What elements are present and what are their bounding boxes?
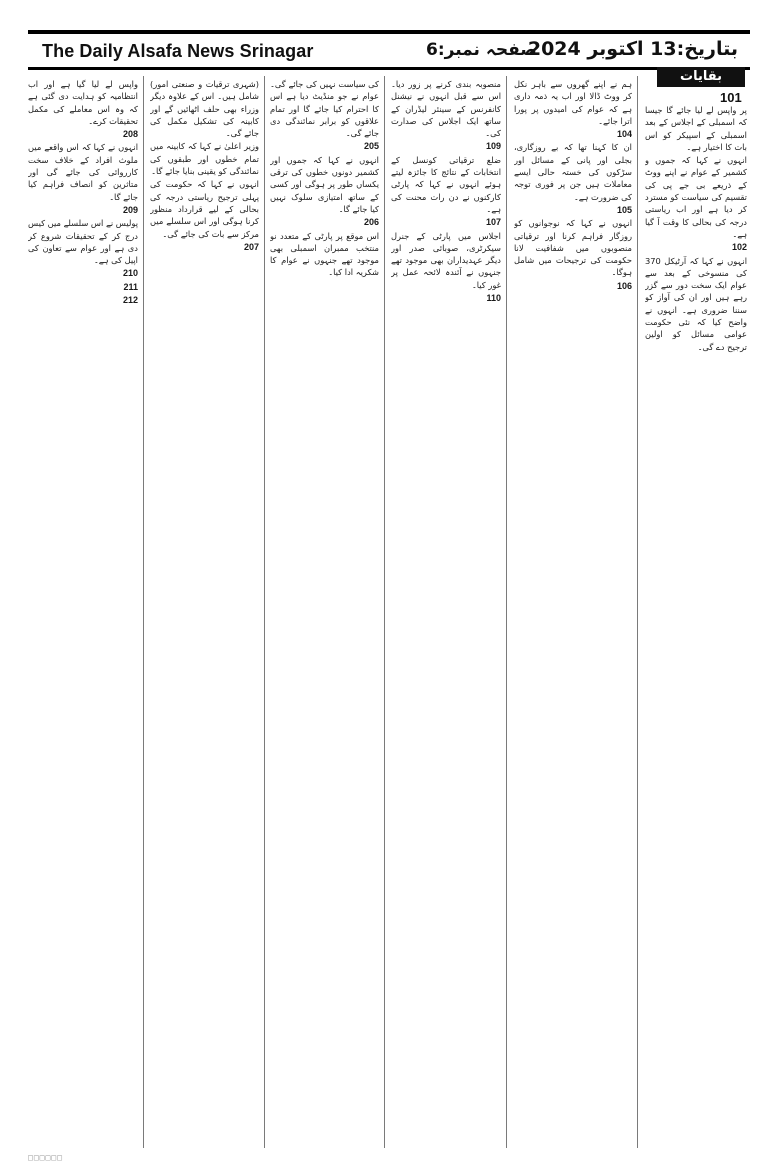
item-code: 109 — [485, 141, 501, 152]
column-paragraph: انہوں نے کہا کہ آرٹیکل 370 کی منسوخی کے بعد سے عوام ایک سخت دور سے گزر رہے ہیں اور ان کی آواز کو سننا ضروری ہے۔ انہوں نے واضح کیا کہ نئی حکومت عوامی مسائل کو اولین ترجیح دے گی۔ — [645, 255, 747, 352]
column-rule — [264, 76, 265, 1148]
column-paragraph: انہوں نے کہا کہ اس واقعے میں ملوث افراد کے خلاف سخت کارروائی کی جائے گی اور متاثرین کو انصاف فراہم کیا جائے گا۔ — [28, 142, 138, 202]
item-code: 207 — [243, 241, 259, 252]
column-paragraph: انہوں نے کہا کہ جموں و کشمیر کے عوام نے اپنے ووٹ کے ذریعے بی جے پی کی تقسیم کی سیاست کو مسترد کر دیا ہے اور اب ریاستی درجہ کی بحالی کا وقت آ گیا ہے۔ — [645, 155, 747, 239]
first-item-code: 101 — [720, 90, 742, 105]
item-code: 210 — [122, 268, 138, 279]
issue-date: بتاریخ:13 اکتوبر 2024 — [527, 38, 738, 60]
column-paragraph: پر واپس لے لیا جائے گا جیسا کہ اسمبلی کے اجلاس کے بعد اسمبلی کے اسپیکر کو اس بات کا اختیار ہے۔ — [645, 105, 747, 152]
item-code: 110 — [486, 293, 501, 304]
item-code: 102 — [731, 242, 747, 253]
column-paragraph: ان کا کہنا تھا کہ بے روزگاری، بجلی اور پانی کے مسائل اور سڑکوں کی خستہ حالی ایسے معاملات ہیں جن پر فوری توجہ کی ضرورت ہے۔ — [514, 142, 632, 202]
column-paragraph: (شہری ترقیات و صنعتی امور) شامل ہیں۔ اس کے علاوہ دیگر وزراء بھی حلف اٹھائیں گے اور کابینہ کی تشکیل مکمل کی جائے گی۔ — [150, 79, 259, 139]
item-code: 208 — [122, 129, 138, 140]
article-column-3 — [391, 78, 501, 1146]
masthead-top-rule — [28, 30, 750, 34]
column-paragraph: کی سیاست نہیں کی جائے گی۔ عوام نے جو منڈیٹ دیا ہے اس کا احترام کیا جائے گا اور تمام علاقوں کو برابر نمائندگی دی جائے گی۔ — [270, 79, 379, 139]
masthead-bottom-rule — [28, 67, 750, 70]
item-code: 206 — [363, 217, 379, 228]
article-column-4 — [270, 78, 379, 1146]
column-rule — [506, 76, 507, 1148]
column-paragraph: انہوں نے کہا کہ جموں اور کشمیر دونوں خطوں کی ترقی یکساں طور پر ہوگی اور کسی کے ساتھ امتیازی سلوک نہیں کیا جائے گا۔ — [270, 154, 379, 214]
column-paragraph: انہوں نے کہا کہ حکومت کی پہلی ترجیح ریاستی درجہ کی بحالی کے لیے قرارداد منظور کرنا ہوگی اور اس سلسلے میں مرکز سے بات کی جائے گی۔ — [150, 179, 259, 239]
item-code: 209 — [122, 204, 138, 215]
column-paragraph: اس موقع پر پارٹی کے متعدد نو منتخب ممبران اسمبلی بھی موجود تھے جنہوں نے عوام کا شکریہ ادا کیا۔ — [270, 230, 379, 278]
item-code: 211 — [123, 281, 138, 292]
column-paragraph: ضلع ترقیاتی کونسل کے انتخابات کے نتائج کا جائزہ لیتے ہوئے انہوں نے کہا کہ پارٹی کارکنوں نے دن رات محنت کی ہے۔ — [391, 154, 501, 214]
masthead — [28, 30, 750, 70]
article-column-5 — [150, 78, 259, 1146]
item-code: 212 — [122, 295, 138, 306]
column-paragraph: پولیس نے اس سلسلے میں کیس درج کر کے تحقیقات شروع کر دی ہے اور عوام سے تعاون کی اپیل کی ہے۔ — [28, 218, 138, 266]
article-column-2 — [514, 78, 632, 1146]
column-paragraph: اجلاس میں پارٹی کے جنرل سیکرٹری، صوبائی صدر اور دیگر عہدیداران بھی موجود تھے جنہوں نے آئندہ لائحہ عمل پر غور کیا۔ — [391, 230, 501, 290]
column-paragraph: انہوں نے کہا کہ نوجوانوں کو روزگار فراہم کرنا اور ترقیاتی منصوبوں میں شفافیت لانا حکومت کی ترجیحات میں شامل ہوگا۔ — [514, 218, 632, 278]
page-footer-mark: □□□□□□ — [28, 1153, 63, 1162]
item-code: 106 — [616, 280, 632, 291]
item-code: 104 — [616, 129, 632, 140]
column-paragraph: وزیر اعلیٰ نے کہا کہ کابینہ میں تمام خطوں اور طبقوں کی نمائندگی کو یقینی بنایا جائے گا۔ — [150, 141, 259, 177]
column-paragraph: منصوبہ بندی کرنے پر زور دیا۔ اس سے قبل انہوں نے نیشنل کانفرنس کے سینئر لیڈران کے ساتھ ایک اجلاس کی صدارت کی۔ — [391, 79, 501, 139]
article-column-6 — [28, 78, 138, 1146]
article-column-1 — [645, 104, 747, 1146]
item-code: 107 — [485, 217, 501, 228]
column-rule — [384, 76, 385, 1148]
column-rule — [143, 76, 144, 1148]
column-rule — [637, 76, 638, 1148]
section-heading: بقایات — [657, 67, 745, 87]
page-number: صفحہ نمبر:6 — [426, 40, 537, 60]
column-paragraph: واپس لے لیا گیا ہے اور اب انتظامیہ کو ہدایت دی گئی ہے کہ وہ اس معاملے کی مکمل تحقیقات کرے۔ — [28, 79, 138, 126]
item-code: 205 — [363, 141, 379, 152]
item-code: 105 — [616, 204, 632, 215]
column-paragraph: ہم نے اپنے گھروں سے باہر نکل کر ووٹ ڈالا اور اب یہ ذمہ داری ہے کہ عوام کی امیدوں پر پورا اترا جائے۔ — [514, 79, 632, 126]
paper-name: The Daily Alsafa News Srinagar — [42, 41, 314, 61]
